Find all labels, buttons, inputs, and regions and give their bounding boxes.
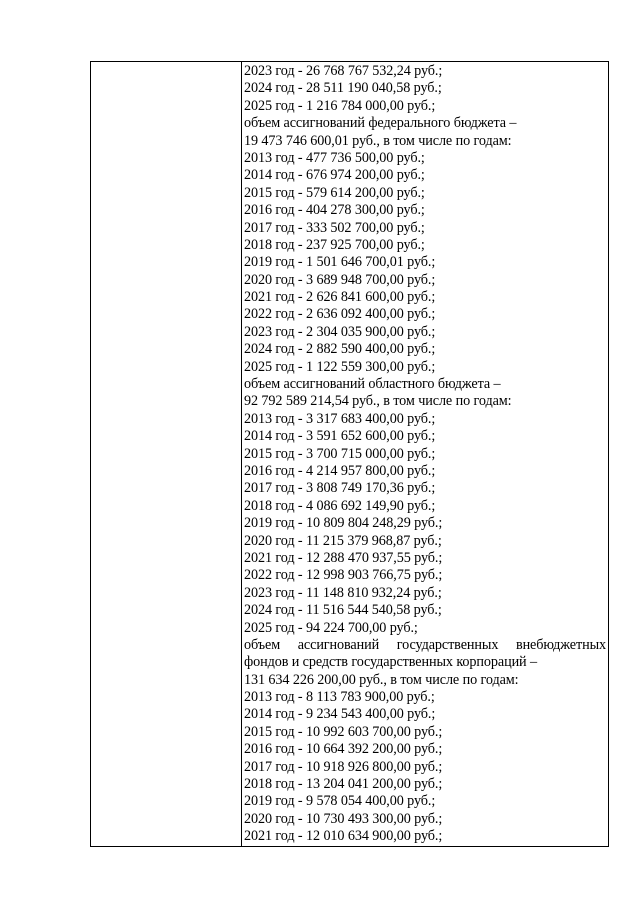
text-line: 2021 год - 2 626 841 600,00 руб.; xyxy=(244,289,436,306)
text-line: 2025 год - 94 224 700,00 руб.; xyxy=(244,619,418,636)
text-line: 2013 год - 8 113 783 900,00 руб.; xyxy=(244,689,435,706)
text-line: 2021 год - 12 288 470 937,55 руб.; xyxy=(244,549,443,566)
table-cell-content xyxy=(242,62,609,847)
text-line: 2014 год - 3 591 652 600,00 руб.; xyxy=(244,428,436,445)
text-line: 2019 год - 9 578 054 400,00 руб.; xyxy=(244,793,436,810)
table-row xyxy=(91,62,609,847)
text-line: 2025 год - 1 122 559 300,00 руб.; xyxy=(244,358,436,375)
text-line: 2016 год - 404 278 300,00 руб.; xyxy=(244,202,425,219)
text-line: 2015 год - 10 992 603 700,00 руб.; xyxy=(244,723,443,740)
text-line: 2016 год - 4 214 957 800,00 руб.; xyxy=(244,462,436,479)
text-line: 2024 год - 28 511 190 040,58 руб.; xyxy=(244,80,442,97)
text-line: объем ассигнований государственных внебюджетных xyxy=(244,636,606,653)
text-line: 2023 год - 26 768 767 532,24 руб.; xyxy=(244,63,443,79)
table-cell-label xyxy=(91,62,242,847)
text-line: 2019 год - 1 501 646 700,01 руб.; xyxy=(244,254,436,271)
text-line: 2013 год - 3 317 683 400,00 руб.; xyxy=(244,410,436,427)
text-line: 2024 год - 11 516 544 540,58 руб.; xyxy=(244,602,442,619)
text-line: 2013 год - 477 736 500,00 руб.; xyxy=(244,149,425,166)
text-line: 2016 год - 10 664 392 200,00 руб.; xyxy=(244,741,443,758)
text-line: 2022 год - 12 998 903 766,75 руб.; xyxy=(244,567,443,584)
text-line: объем ассигнований областного бюджета – xyxy=(244,376,501,393)
text-line: 2020 год - 3 689 948 700,00 руб.; xyxy=(244,271,436,288)
text-line: 2015 год - 3 700 715 000,00 руб.; xyxy=(244,445,436,462)
text-line: 2022 год - 2 636 092 400,00 руб.; xyxy=(244,306,436,323)
text-line: 131 634 226 200,00 руб., в том числе по годам: xyxy=(244,671,519,688)
text-line: 2023 год - 11 148 810 932,24 руб.; xyxy=(244,584,442,601)
text-line: 2018 год - 13 204 041 200,00 руб.; xyxy=(244,776,443,793)
text-line: 2014 год - 9 234 543 400,00 руб.; xyxy=(244,706,436,723)
text-line: фондов и средств государственных корпораций – xyxy=(244,654,537,671)
text-line: объем ассигнований федерального бюджета – xyxy=(244,115,517,132)
funding-table xyxy=(90,61,609,847)
text-line: 2018 год - 4 086 692 149,90 руб.; xyxy=(244,497,436,514)
text-line: 2021 год - 12 010 634 900,00 руб.; xyxy=(244,828,443,845)
text-line: 92 792 589 214,54 руб., в том числе по годам: xyxy=(244,393,512,410)
text-line: 2014 год - 676 974 200,00 руб.; xyxy=(244,167,425,184)
text-line: 2024 год - 2 882 590 400,00 руб.; xyxy=(244,341,436,358)
text-line: 2019 год - 10 809 804 248,29 руб.; xyxy=(244,515,443,532)
text-line: 2018 год - 237 925 700,00 руб.; xyxy=(244,236,425,253)
text-line: 2017 год - 3 808 749 170,36 руб.; xyxy=(244,480,436,497)
funding-lines xyxy=(242,62,608,846)
text-line: 2025 год - 1 216 784 000,00 руб.; xyxy=(244,97,436,114)
text-line: 2020 год - 11 215 379 968,87 руб.; xyxy=(244,532,442,549)
text-line: 2023 год - 2 304 035 900,00 руб.; xyxy=(244,323,436,340)
text-line: 2017 год - 333 502 700,00 руб.; xyxy=(244,219,425,236)
text-line: 2017 год - 10 918 926 800,00 руб.; xyxy=(244,758,443,775)
text-line: 2020 год - 10 730 493 300,00 руб.; xyxy=(244,810,443,827)
text-line: 19 473 746 600,01 руб., в том числе по годам: xyxy=(244,132,512,149)
text-line: 2015 год - 579 614 200,00 руб.; xyxy=(244,184,425,201)
